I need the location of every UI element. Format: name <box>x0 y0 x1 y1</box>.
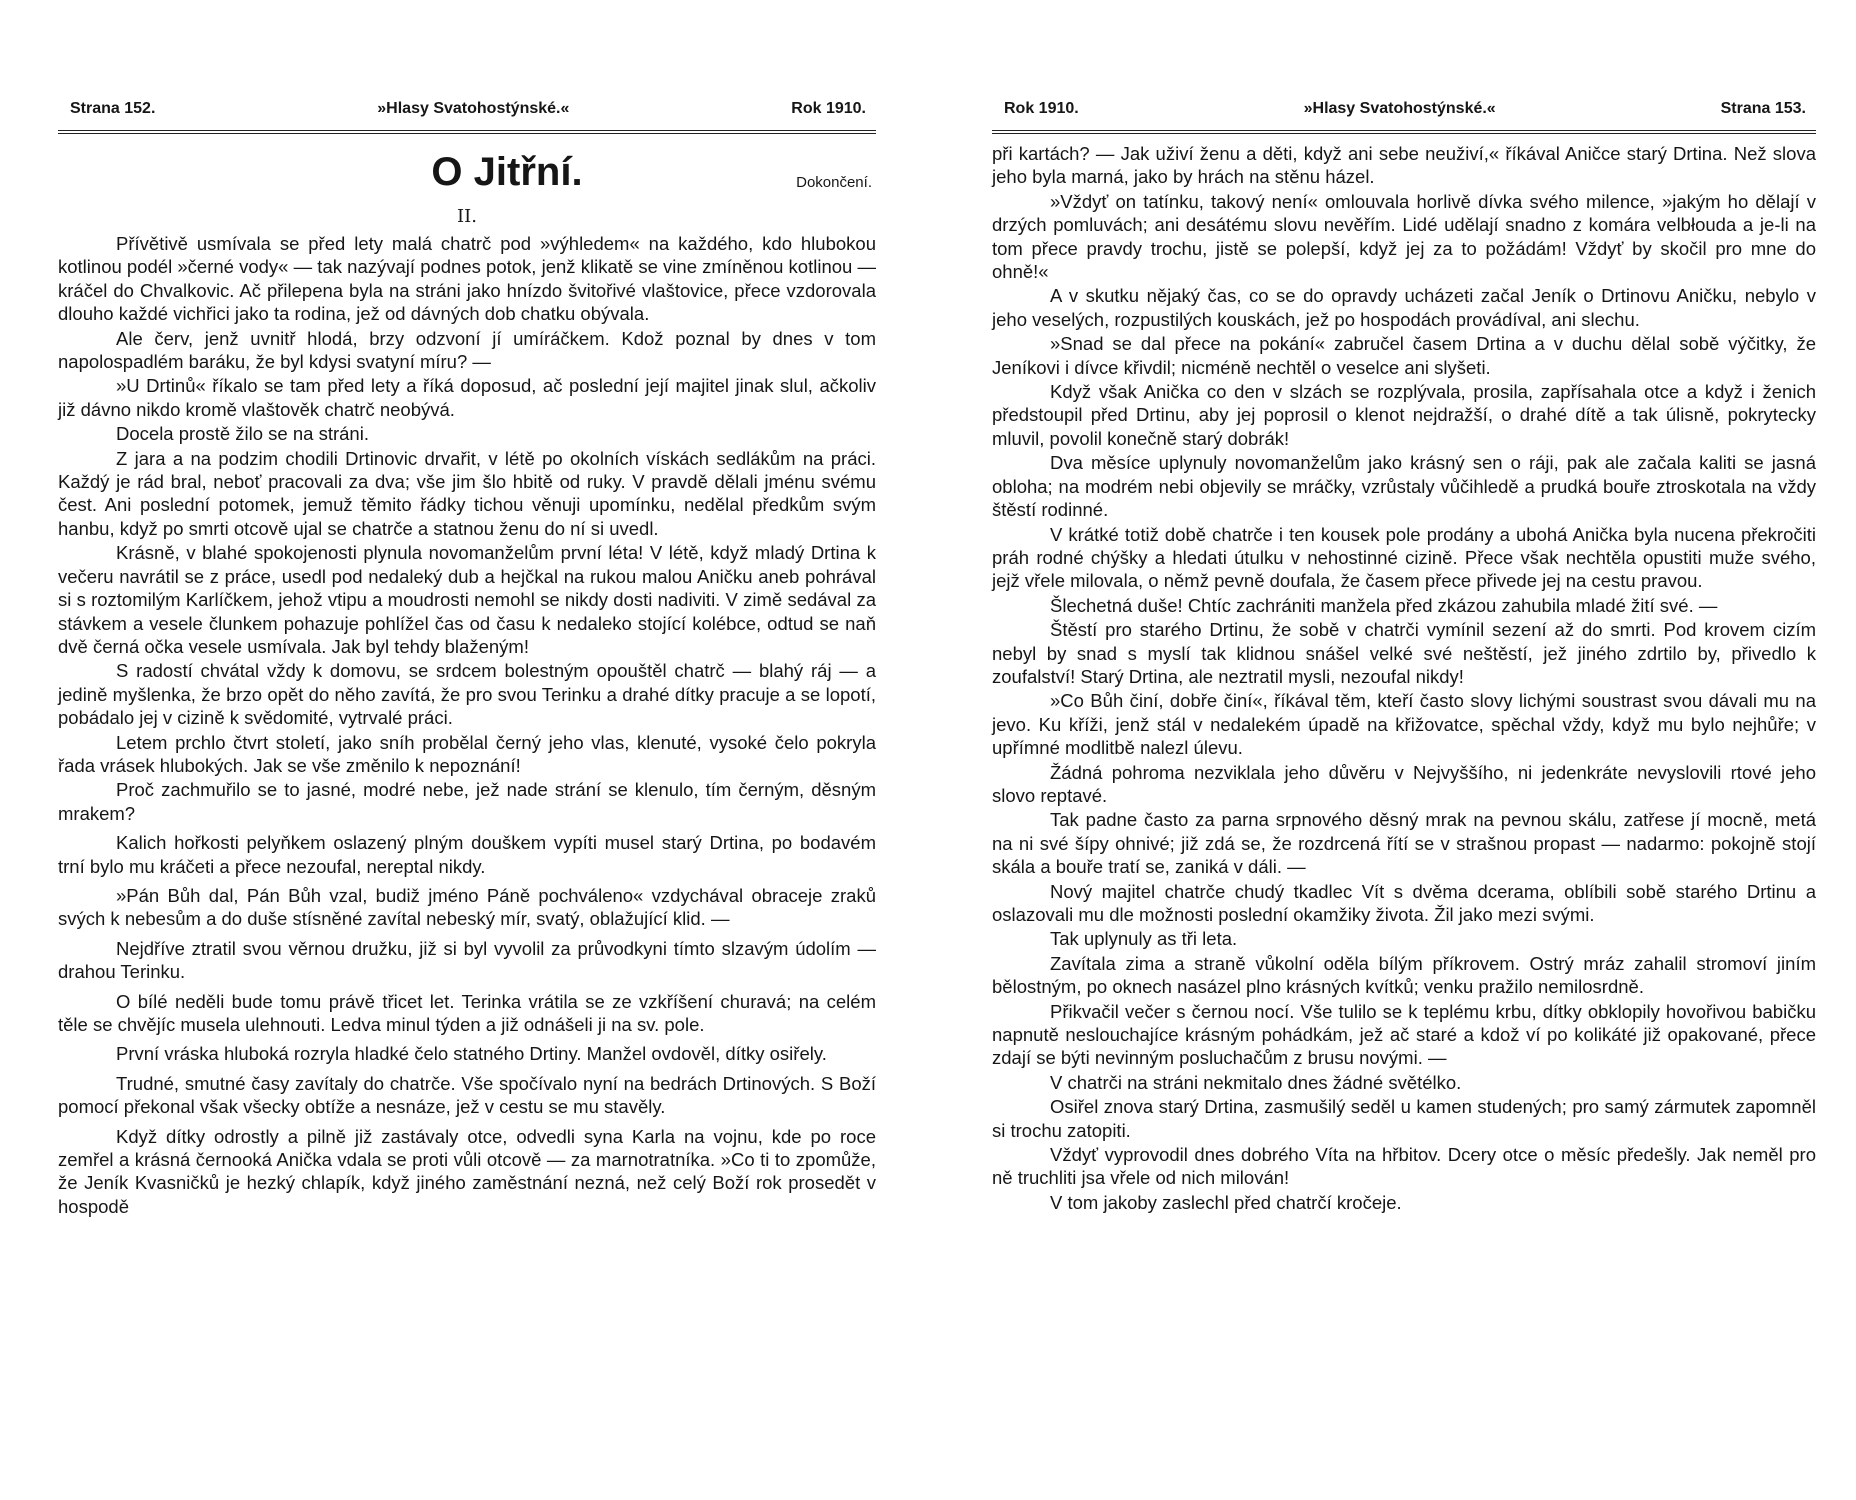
paragraph: S radostí chvátal vždy k domovu, se srdcem bolestným opouštěl chatrč — blahý ráj — a jedině myšlenka, že brzo opět do něho zavítá, že pro svou Terinku a drahé dítky pracuje a se lopotí, pobádalo jej v cizině k svědomité, vytrvalé práci. <box>58 660 876 729</box>
right-running-head <box>992 100 1816 126</box>
left-page <box>58 100 876 1460</box>
paragraph: při kartách? — Jak uživí ženu a děti, když ani sebe neuživí,« říkával Aničce starý Drtina. Než slova jeho byla marná, jako by hrách na stěnu házel. <box>992 143 1816 188</box>
paragraph: Přikvačil večer s černou nocí. Vše tulilo se k teplému krbu, dítky obklopily hovořivou babičku napnutě neslouchajíce krásným pohádkám, jež ač staré a kdož ví po kolikáté již opakované, přece zdají se býti nevinným posluchačům z brusu novými. — <box>992 1000 1816 1069</box>
paragraph: Docela prostě žilo se na stráni. <box>116 423 369 445</box>
paragraph: Přívětivě usmívala se před lety malá chatrč pod »výhledem« na každého, kdo hlubokou kotlinou podél »černé vody« — tak nazývají podnes potok, jenž klikatě se vine zmíněnou kotlinou — kráčel do Chvalkovic. Ač přilepena byla na stráni jako hnízdo švitořivé vlaštovice, přece vzdorovala dlouho každé vichřici jako ta rodina, jež od dávných dob chatku obývala. <box>58 233 876 325</box>
right-year: Rok 1910. <box>1004 100 1079 117</box>
right-page-number: Strana 153. <box>1720 100 1806 117</box>
right-page <box>992 100 1816 1460</box>
paragraph: V krátké totiž době chatrče i ten kousek pole prodány a ubohá Anička byla nucena překročiti práh rodné chýšky a hledati útulku v nehostinné cizině. Přece však nechtěla opustiti muže svého, jejž vřele milovala, o němž pevně doufala, že časem přece přivede jej na cestu pravou. <box>992 523 1816 592</box>
paragraph: Kalich hořkosti pelyňkem oslazený plným douškem vypíti musel starý Drtina, po bodavém trní bylo mu kráčeti a přece nezoufal, nereptal nikdy. <box>58 832 876 877</box>
paragraph: Osiřel znova starý Drtina, zasmušilý seděl u kamen studených; pro samý zármutek zapomněl si trochu zatopiti. <box>992 1096 1816 1141</box>
left-journal-name: »Hlasy Svatohostýnské.« <box>377 100 570 117</box>
left-page-number: Strana 152. <box>70 100 156 117</box>
article-title: O Jitřní. <box>431 150 583 194</box>
paragraph: Letem prchlo čtvrt století, jako sníh probělal černý jeho vlas, klenuté, vysoké čelo pokryla řada vrásek hlubokých. Jak se vše změnilo k nepoznání! <box>58 731 876 776</box>
paragraph: Vždyť vyprovodil dnes dobrého Víta na hřbitov. Dcery otce o měsíc předešly. Jak neměl pro ně truchliti jsa vřele od nich milován! <box>992 1144 1816 1189</box>
paragraph: Nejdříve ztratil svou věrnou družku, již si byl vyvolil za průvodkyni tímto slzavým údolím — drahou Terinku. <box>58 937 876 983</box>
paragraph: Proč zachmuřilo se to jasné, modré nebe, jež nade strání se klenulo, tím černým, děsným mrakem? <box>58 779 876 824</box>
paragraph: Tak padne často za parna srpnového děsný mrak na pevnou skálu, zatřese jí mocně, metá na ni své šípy ohnivé; již zdá se, že rozdrcená řítí se v strašnou propast — nadarmo: pokojně stojí skála a bouře tratí se, zaniká v dáli. — <box>992 809 1816 878</box>
paragraph: V chatrči na stráni nekmitalo dnes žádné světélko. <box>1050 1071 1462 1093</box>
paragraph: Zavítala zima a straně vůkolní oděla bílým příkrovem. Ostrý mráz zahalil stromoví jiním bělostným, po oknech nasázel plno krásných kvítků; venku pražilo nemilosrdně. <box>992 952 1816 998</box>
paragraph: O bílé neděli bude tomu právě třicet let. Terinka vrátila se ze vzkříšení churavá; na celém těle se chvějíc musela ulehnouti. Ledva minul týden a již odnášeli ji na sv. pole. <box>58 990 876 1035</box>
right-header-rule <box>992 130 1816 134</box>
paragraph: Štěstí pro starého Drtinu, že sobě v chatrči vymínil sezení až do smrti. Pod krovem cizím nebyl by snad s myslí tak klidnou snášel velké své neštěstí, jež jiného zdrtilo by, přivedlo k zoufalství! Starý Drtina, ale neztratil mysli, nezoufal nikdy! <box>992 619 1816 687</box>
left-header-rule <box>58 130 876 134</box>
paragraph: Z jara a na podzim chodili Drtinovic drvařit, v létě po okolních vískách sedlákům na práci. Každý je rád bral, neboť pracovali za dva; vše jim šlo hbitě od ruky. V pravdě dělali jménu svému čest. Ani poslední potomek, jemuž těmito řádky tichou věnuji upomínku, nedělal předkům svým hanbu, když po smrti otcově ujal se chatrče a statnou ženu do ní si uvedl. <box>58 447 876 539</box>
paragraph: »Snad se dal přece na pokání« zabručel časem Drtina a v duchu dělal sobě výčitky, že Jeníkovi i dívce křivdil; nicméně nechtěl o veselce ani slyšeti. <box>992 333 1816 378</box>
section-number: II. <box>457 206 477 227</box>
paragraph: »U Drtinů« říkalo se tam před lety a říká doposud, ač poslední její majitel jinak slul, ačkoliv již dávno nikdo kromě vlaštověk chatrč neobývá. <box>58 375 876 420</box>
left-year: Rok 1910. <box>791 100 866 117</box>
paragraph: Krásně, v blahé spokojenosti plynula novomanželům první léta! V létě, když mladý Drtina k večeru navrátil se z práce, usedl pod nedaleký dub a hejčkal na rukou malou Aničku aneb pohrával si s roztomilým Karlíčkem, jehož vtipu a moudrosti nemohl se nikdy dosti nadiviti. V zimě sedával za stávkem a vesele člunkem pohazuje pohlížel čas od času k nedaleko stojící kolébce, odtud se naň dvě černá očka vesele usmívala. Jak byl tehdy blaženým! <box>58 542 876 657</box>
paragraph: Když však Anička co den v slzách se rozplývala, prosila, zapřísahala otce a když i ženich předstoupil před Drtinu, aby jej poprosil o klenot nejdražší, o drahé dítě a tak úlisně, pokrytecky mluvil, povolil konečně starý dobrák! <box>992 381 1816 449</box>
left-running-head <box>58 100 876 126</box>
article-title-block <box>58 146 876 206</box>
paragraph: Ale červ, jenž uvnitř hlodá, brzy odzvoní jí umíráčkem. Kdož poznal by dnes v tom napolospadlém baráku, že byl kdysi svatyní míru? — <box>58 327 876 373</box>
paragraph: Žádná pohroma nezviklala jeho důvěru v Nejvyššího, ni jedenkráte nevyslovili rtové jeho slovo reptavé. <box>992 761 1816 806</box>
paragraph: Dva měsíce uplynuly novomanželům jako krásný sen o ráji, pak ale začala kaliti se jasná obloha; na modrém nebi objevily se mráčky, vzrůstaly vůčihledě a prudká bouře ztroskotala na vždy štěstí rodinné. <box>992 452 1816 521</box>
paragraph: Když dítky odrostly a pilně již zastávaly otce, odvedli syna Karla na vojnu, kde po roce zemřel a krásná černooká Anička vdala se proti vůli otcově — za marnotratníka. »Co ti to zpomůže, že Jeník Kvasničků je hezký chlapík, když jiného zaměstnání nezná, než celý Boží rok prosedět v hospodě <box>58 1125 876 1217</box>
right-body-text <box>992 142 1816 1214</box>
paragraph: Šlechetná duše! Chtíc zachrániti manžela před zkázou zahubila mladé žití své. — <box>1050 594 1718 616</box>
paragraph: A v skutku nějaký čas, co se do opravdy ucházeti začal Jeník o Drtinovu Aničku, nebylo v jeho veselých, rozpustilých kouskách, jež po hospodách provádíval, ani slechu. <box>992 285 1816 330</box>
continued-note: Dokončení. <box>796 174 872 191</box>
right-journal-name: »Hlasy Svatohostýnské.« <box>1303 100 1496 117</box>
paragraph: V tom jakoby zaslechl před chatrčí kročeje. <box>1050 1191 1402 1213</box>
paragraph: Trudné, smutné časy zavítaly do chatrče. Vše spočívalo nyní na bedrách Drtinových. S Boží pomocí překonal však všecky obtíže a nesnáze, jež v cestu se mu stavěly. <box>58 1072 876 1118</box>
paragraph: »Co Bůh činí, dobře činí«, říkával těm, kteří často slovy lichými soustrast svou dávali mu na jevo. Ku kříži, jenž stál v nedalekém úpadě na křižovatce, spěchal vždy, když mu bylo nejhůře; v upřímné modlitbě nalezl úlevu. <box>992 690 1816 759</box>
paragraph: Nový majitel chatrče chudý tkadlec Vít s dvěma dcerama, oblíbili sobě starého Drtinu a oslazovali mu dle možnosti poslední okamžiky života. Žil jako mezi svými. <box>992 880 1816 925</box>
paragraph: »Vždyť on tatínku, takový není« omlouvala horlivě dívka svého milence, »jakým ho dělají v drzých pomluvách; ani desátému slovu nevěřím. Lidé udělají snadno z komára velbłouda a je-li na tom přece pravdy trochu, jistě se polepší, když jej za to požádám! Vždyť by skočil pro mne do ohně!« <box>992 190 1816 283</box>
paragraph: »Pán Bůh dal, Pán Bůh vzal, budiž jméno Páně pochváleno« vzdychával obraceje zraků svých k nebesům a do duše stísněné zavítal nebeský mír, svatý, oblažující klid. — <box>58 884 876 930</box>
paragraph: První vráska hluboká rozryla hladké čelo statného Drtiny. Manžel ovdověl, dítky osiřely. <box>116 1043 827 1065</box>
paragraph: Tak uplynuly as tři leta. <box>1050 928 1238 950</box>
left-body-text <box>58 232 876 1218</box>
